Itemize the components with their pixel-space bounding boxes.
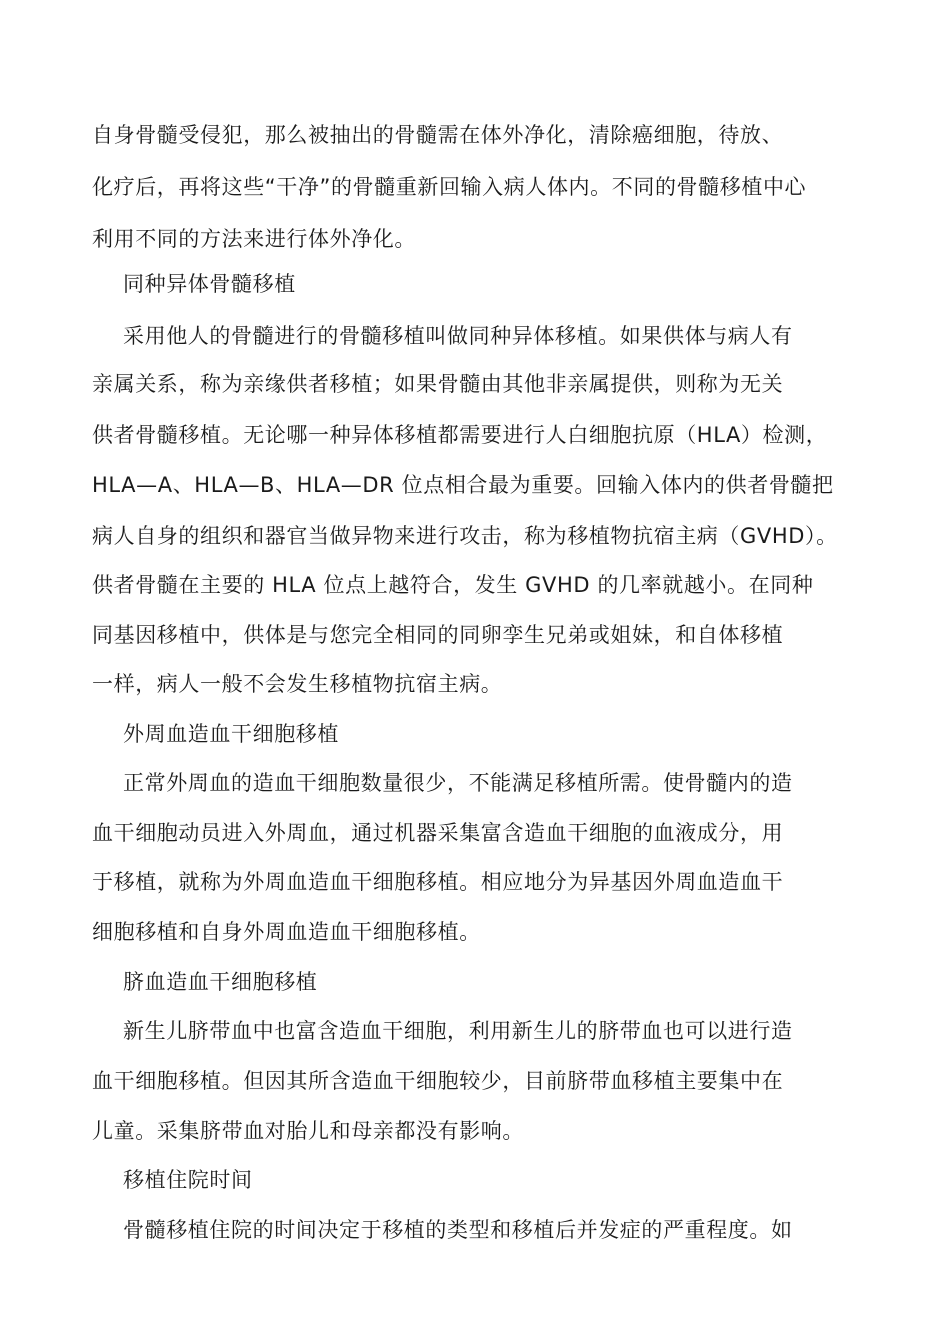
text-line: 血干细胞动员进入外周血，通过机器采集富含造血干细胞的血液成分，用 [92,821,784,845]
text-line: 于移植，就称为外周血造血干细胞移植。相应地分为异基因外周血造血干 [92,870,784,894]
text-line: 自身骨髓受侵犯，那么被抽出的骨髓需在体外净化，清除癌细胞，待放、 [92,123,784,147]
text-line: 新生儿脐带血中也富含造血干细胞，利用新生儿的脐带血也可以进行造 [123,1019,793,1043]
section-heading: 移植住院时间 [123,1168,253,1192]
text-line: 供者骨髓移植。无论哪一种异体移植都需要进行人白细胞抗原（HLA）检测， [92,423,828,447]
section-heading: 同种异体骨髓移植 [123,272,296,296]
text-line: HLA—A、HLA—B、HLA—DR 位点相合最为重要。回输入体内的供者骨髓把 [92,473,834,497]
text-line: 同基因移植中，供体是与您完全相同的同卵孪生兄弟或姐妹，和自体移植 [92,623,784,647]
text-line: 供者骨髓在主要的 HLA 位点上越符合，发生 GVHD 的几率就越小。在同种 [92,573,814,597]
text-line: 化疗后，再将这些“干净”的骨髓重新回输入病人体内。不同的骨髓移植中心 [92,175,807,199]
section-heading: 外周血造血干细胞移植 [123,722,339,746]
text-line: 细胞移植和自身外周血造血干细胞移植。 [92,920,481,944]
text-line: 正常外周血的造血干细胞数量很少，不能满足移植所需。使骨髓内的造 [123,771,793,795]
text-line: 骨髓移植住院的时间决定于移植的类型和移植后并发症的严重程度。如 [123,1218,793,1242]
text-line: 一样，病人一般不会发生移植物抗宿主病。 [92,672,503,696]
text-line: 儿童。采集脐带血对胎儿和母亲都没有影响。 [92,1119,524,1143]
text-line: 亲属关系，称为亲缘供者移植；如果骨髓由其他非亲属提供，则称为无关 [92,372,784,396]
text-line: 采用他人的骨髓进行的骨髓移植叫做同种异体移植。如果供体与病人有 [123,324,793,348]
text-line: 利用不同的方法来进行体外净化。 [92,227,416,251]
section-heading: 脐血造血干细胞移植 [123,970,318,994]
text-line: 病人自身的组织和器官当做异物来进行攻击，称为移植物抗宿主病（GVHD）。 [92,524,838,548]
text-line: 血干细胞移植。但因其所含造血干细胞较少，目前脐带血移植主要集中在 [92,1069,784,1093]
